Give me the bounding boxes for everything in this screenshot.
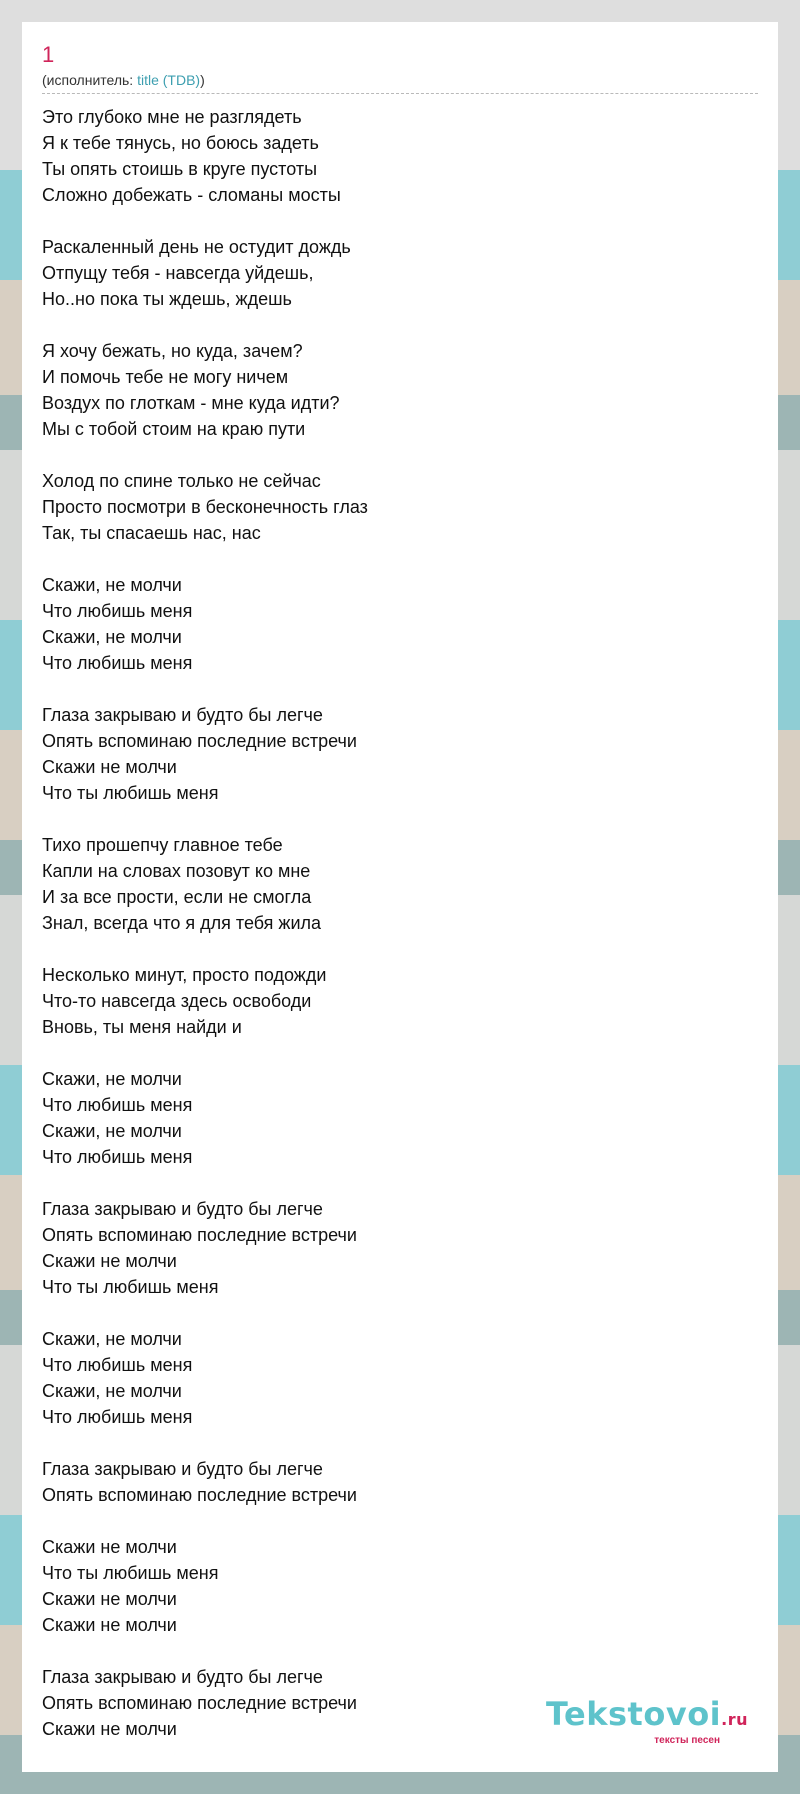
lyrics-stanza	[42, 234, 758, 312]
lyric-line: Мы с тобой стоим на краю пути	[42, 419, 306, 439]
lyric-line: Раскаленный день не остудит дождь	[42, 237, 351, 257]
lyrics-stanza	[42, 572, 758, 676]
lyric-line: Скажи, не молчи	[42, 575, 182, 595]
lyrics-stanza	[42, 832, 758, 936]
lyric-line: Скажи, не молчи	[42, 1381, 182, 1401]
lyric-line: Это глубоко мне не разглядеть	[42, 107, 302, 127]
lyric-line: Знал, всегда что я для тебя жила	[42, 913, 322, 933]
lyric-line: Вновь, ты меня найди и	[42, 1017, 242, 1037]
lyric-line: Что ты любишь меня	[42, 783, 219, 803]
logo-tld: .ru	[721, 1710, 748, 1729]
lyrics-stanza	[42, 468, 758, 546]
artist-link[interactable]: title (TDB)	[137, 72, 201, 88]
song-title: 1	[42, 42, 55, 67]
lyric-line: Скажи не молчи	[42, 1719, 177, 1739]
artist-prefix: (исполнитель:	[42, 72, 138, 88]
lyric-line: Отпущу тебя - навсегда уйдешь,	[42, 263, 314, 283]
lyric-line: Тихо прошепчу главное тебе	[42, 835, 283, 855]
lyric-line: Холод по спине только не сейчас	[42, 471, 321, 491]
lyric-line: Скажи, не молчи	[42, 1329, 182, 1349]
lyrics-stanza	[42, 1456, 758, 1508]
lyric-line: Что любишь меня	[42, 1407, 193, 1427]
lyric-line: Опять вспоминаю последние встречи	[42, 1225, 357, 1245]
lyric-line: Я к тебе тянусь, но боюсь задеть	[42, 133, 319, 153]
lyric-line: Что ты любишь меня	[42, 1563, 219, 1583]
lyric-line: Что любишь меня	[42, 1355, 193, 1375]
lyric-line: Скажи, не молчи	[42, 1121, 182, 1141]
lyric-line: Просто посмотри в бесконечность глаз	[42, 497, 368, 517]
lyric-line: Что ты любишь меня	[42, 1277, 219, 1297]
lyrics-stanza	[42, 338, 758, 442]
lyric-line: Скажи, не молчи	[42, 627, 182, 647]
lyric-line: Опять вспоминаю последние встречи	[42, 731, 357, 751]
lyric-line: Сложно добежать - сломаны мосты	[42, 185, 341, 205]
lyric-line: Я хочу бежать, но куда, зачем?	[42, 341, 303, 361]
lyric-line: И за все прости, если не смогла	[42, 887, 312, 907]
site-logo[interactable]	[546, 1697, 748, 1746]
lyrics-stanza	[42, 1534, 758, 1638]
lyric-line: Несколько минут, просто подожди	[42, 965, 327, 985]
lyric-line: Воздух по глоткам - мне куда идти?	[42, 393, 340, 413]
lyric-line: Опять вспоминаю последние встречи	[42, 1693, 357, 1713]
lyric-line: Что любишь меня	[42, 1147, 193, 1167]
lyric-line: Опять вспоминаю последние встречи	[42, 1485, 357, 1505]
lyric-line: Глаза закрываю и будто бы легче	[42, 705, 323, 725]
lyric-line: Скажи не молчи	[42, 757, 177, 777]
artist-suffix: )	[200, 72, 205, 88]
lyrics-stanza	[42, 1326, 758, 1430]
lyric-line: Что любишь меня	[42, 601, 193, 621]
lyric-line: Глаза закрываю и будто бы легче	[42, 1199, 323, 1219]
lyric-line: Скажи не молчи	[42, 1537, 177, 1557]
lyric-line: Что любишь меня	[42, 653, 193, 673]
lyric-line: И помочь тебе не могу ничем	[42, 367, 289, 387]
logo-subtitle: тексты песен	[654, 1735, 720, 1746]
logo-wordmark	[546, 1697, 748, 1737]
lyric-line: Но..но пока ты ждешь, ждешь	[42, 289, 292, 309]
lyric-line: Глаза закрываю и будто бы легче	[42, 1459, 323, 1479]
lyric-line: Глаза закрываю и будто бы легче	[42, 1667, 323, 1687]
lyrics-card	[22, 22, 778, 1772]
lyrics-body	[42, 104, 758, 1742]
lyric-line: Скажи не молчи	[42, 1615, 177, 1635]
lyric-line: Так, ты спасаешь нас, нас	[42, 523, 261, 543]
lyric-line: Что любишь меня	[42, 1095, 193, 1115]
lyrics-stanza	[42, 1196, 758, 1300]
lyrics-stanza	[42, 962, 758, 1040]
lyrics-stanza	[42, 702, 758, 806]
lyric-line: Скажи не молчи	[42, 1251, 177, 1271]
lyric-line: Капли на словах позовут ко мне	[42, 861, 311, 881]
lyrics-stanza	[42, 1066, 758, 1170]
artist-line	[42, 71, 758, 94]
lyric-line: Что-то навсегда здесь освободи	[42, 991, 312, 1011]
lyric-line: Ты опять стоишь в круге пустоты	[42, 159, 318, 179]
lyrics-stanza	[42, 104, 758, 208]
lyric-line: Скажи не молчи	[42, 1589, 177, 1609]
lyric-line: Скажи, не молчи	[42, 1069, 182, 1089]
logo-name: Tekstovoi	[545, 1695, 722, 1733]
